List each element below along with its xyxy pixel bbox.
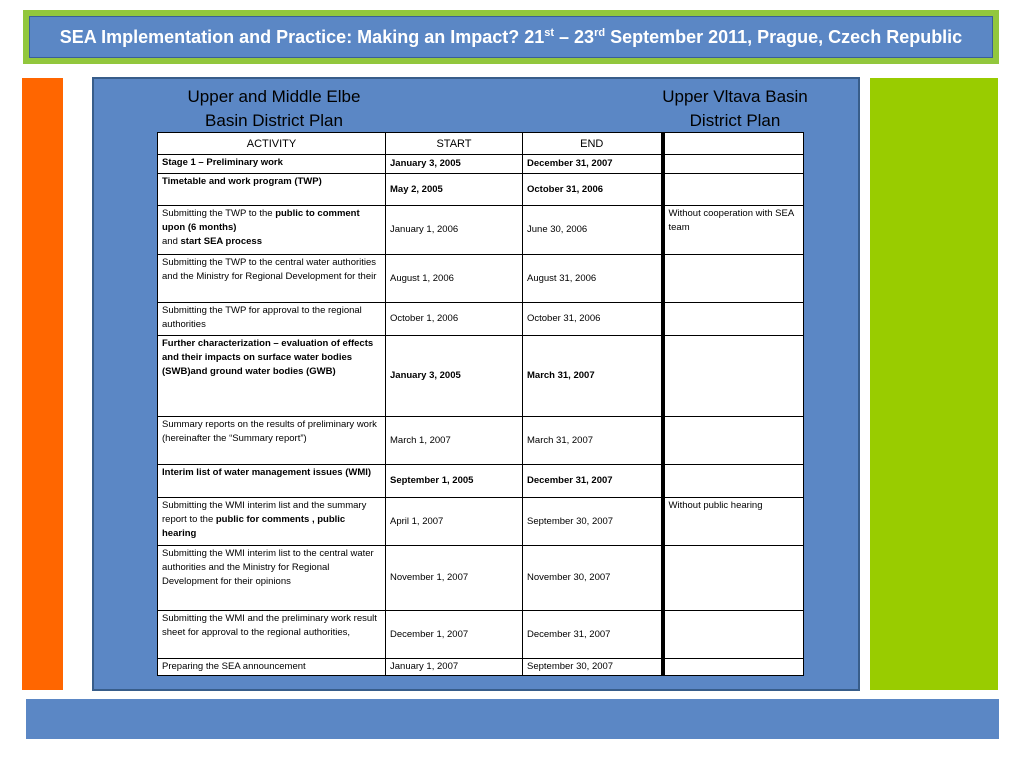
note-cell: [663, 546, 804, 611]
table-row: [158, 465, 804, 498]
end-cell: November 30, 2007: [523, 546, 663, 611]
end-cell: October 31, 2006: [523, 303, 663, 336]
left-accent-bar: [22, 78, 63, 690]
activity-cell: Submitting the WMI interim list to the central water authorities and the Ministry for Regional Development for their opinions: [158, 546, 386, 611]
table-row: [158, 174, 804, 206]
start-cell: October 1, 2006: [386, 303, 523, 336]
note-cell: [663, 465, 804, 498]
column-heading-left: Upper and Middle Elbe Basin District Plan: [187, 87, 361, 130]
column-heading-right: Upper Vltava Basin District Plan: [662, 87, 808, 130]
note-cell: Without cooperation with SEA team: [663, 206, 804, 255]
bottom-bar: [26, 699, 999, 739]
note-cell: [663, 336, 804, 417]
note-cell: [663, 659, 804, 676]
header-activity: ACTIVITY: [158, 133, 386, 155]
right-accent-bar: [870, 78, 998, 690]
table-row: [158, 303, 804, 336]
start-cell: November 1, 2007: [386, 546, 523, 611]
activity-cell: Interim list of water management issues (WMI): [158, 465, 386, 498]
end-cell: March 31, 2007: [523, 336, 663, 417]
activity-cell: Preparing the SEA announcement: [158, 659, 386, 676]
title-box: [29, 16, 993, 58]
table-row: [158, 611, 804, 659]
activity-cell: Submitting the WMI interim list and the summary report to the public for comments , public hearing: [158, 498, 386, 546]
table-row: [158, 498, 804, 546]
table-row: [158, 206, 804, 255]
start-cell: September 1, 2005: [386, 465, 523, 498]
note-cell: [663, 303, 804, 336]
slide-title: SEA Implementation and Practice: Making an Impact? 21st – 23rd September 2011, Prague, Czech Republic: [59, 26, 963, 47]
start-cell: April 1, 2007: [386, 498, 523, 546]
table-header-row: [158, 133, 804, 155]
plan-table: [157, 132, 804, 676]
header-note: [663, 133, 804, 155]
activity-cell: Timetable and work program (TWP): [158, 174, 386, 206]
activity-cell: Further characterization – evaluation of effects and their impacts on surface water bodies (SWB)and ground water bodies (GWB): [158, 336, 386, 417]
table-row: [158, 155, 804, 174]
note-cell: [663, 611, 804, 659]
start-cell: March 1, 2007: [386, 417, 523, 465]
activity-cell: Stage 1 – Preliminary work: [158, 155, 386, 174]
end-cell: September 30, 2007: [523, 498, 663, 546]
start-cell: January 3, 2005: [386, 155, 523, 174]
activity-cell: Submitting the TWP to the central water authorities and the Ministry for Regional Development for their: [158, 255, 386, 303]
activity-cell: Submitting the WMI and the preliminary work result sheet for approval to the regional authorities,: [158, 611, 386, 659]
end-cell: December 31, 2007: [523, 611, 663, 659]
start-cell: January 1, 2007: [386, 659, 523, 676]
header-start: START: [386, 133, 523, 155]
start-cell: August 1, 2006: [386, 255, 523, 303]
table-row: [158, 659, 804, 676]
title-banner: [23, 10, 999, 64]
table-row: [158, 417, 804, 465]
start-cell: January 1, 2006: [386, 206, 523, 255]
note-cell: [663, 417, 804, 465]
header-end: END: [523, 133, 663, 155]
activity-cell: Submitting the TWP to the public to comment upon (6 months) and start SEA process: [158, 206, 386, 255]
activity-cell: Submitting the TWP for approval to the regional authorities: [158, 303, 386, 336]
table-row: [158, 255, 804, 303]
table-row: [158, 546, 804, 611]
note-cell: [663, 174, 804, 206]
end-cell: October 31, 2006: [523, 174, 663, 206]
note-cell: [663, 255, 804, 303]
end-cell: June 30, 2006: [523, 206, 663, 255]
start-cell: December 1, 2007: [386, 611, 523, 659]
end-cell: December 31, 2007: [523, 465, 663, 498]
start-cell: May 2, 2005: [386, 174, 523, 206]
end-cell: August 31, 2006: [523, 255, 663, 303]
note-cell: Without public hearing: [663, 498, 804, 546]
end-cell: March 31, 2007: [523, 417, 663, 465]
table-row: [158, 336, 804, 417]
activity-cell: Summary reports on the results of preliminary work (hereinafter the “Summary report”): [158, 417, 386, 465]
note-cell: [663, 155, 804, 174]
start-cell: January 3, 2005: [386, 336, 523, 417]
end-cell: December 31, 2007: [523, 155, 663, 174]
end-cell: September 30, 2007: [523, 659, 663, 676]
